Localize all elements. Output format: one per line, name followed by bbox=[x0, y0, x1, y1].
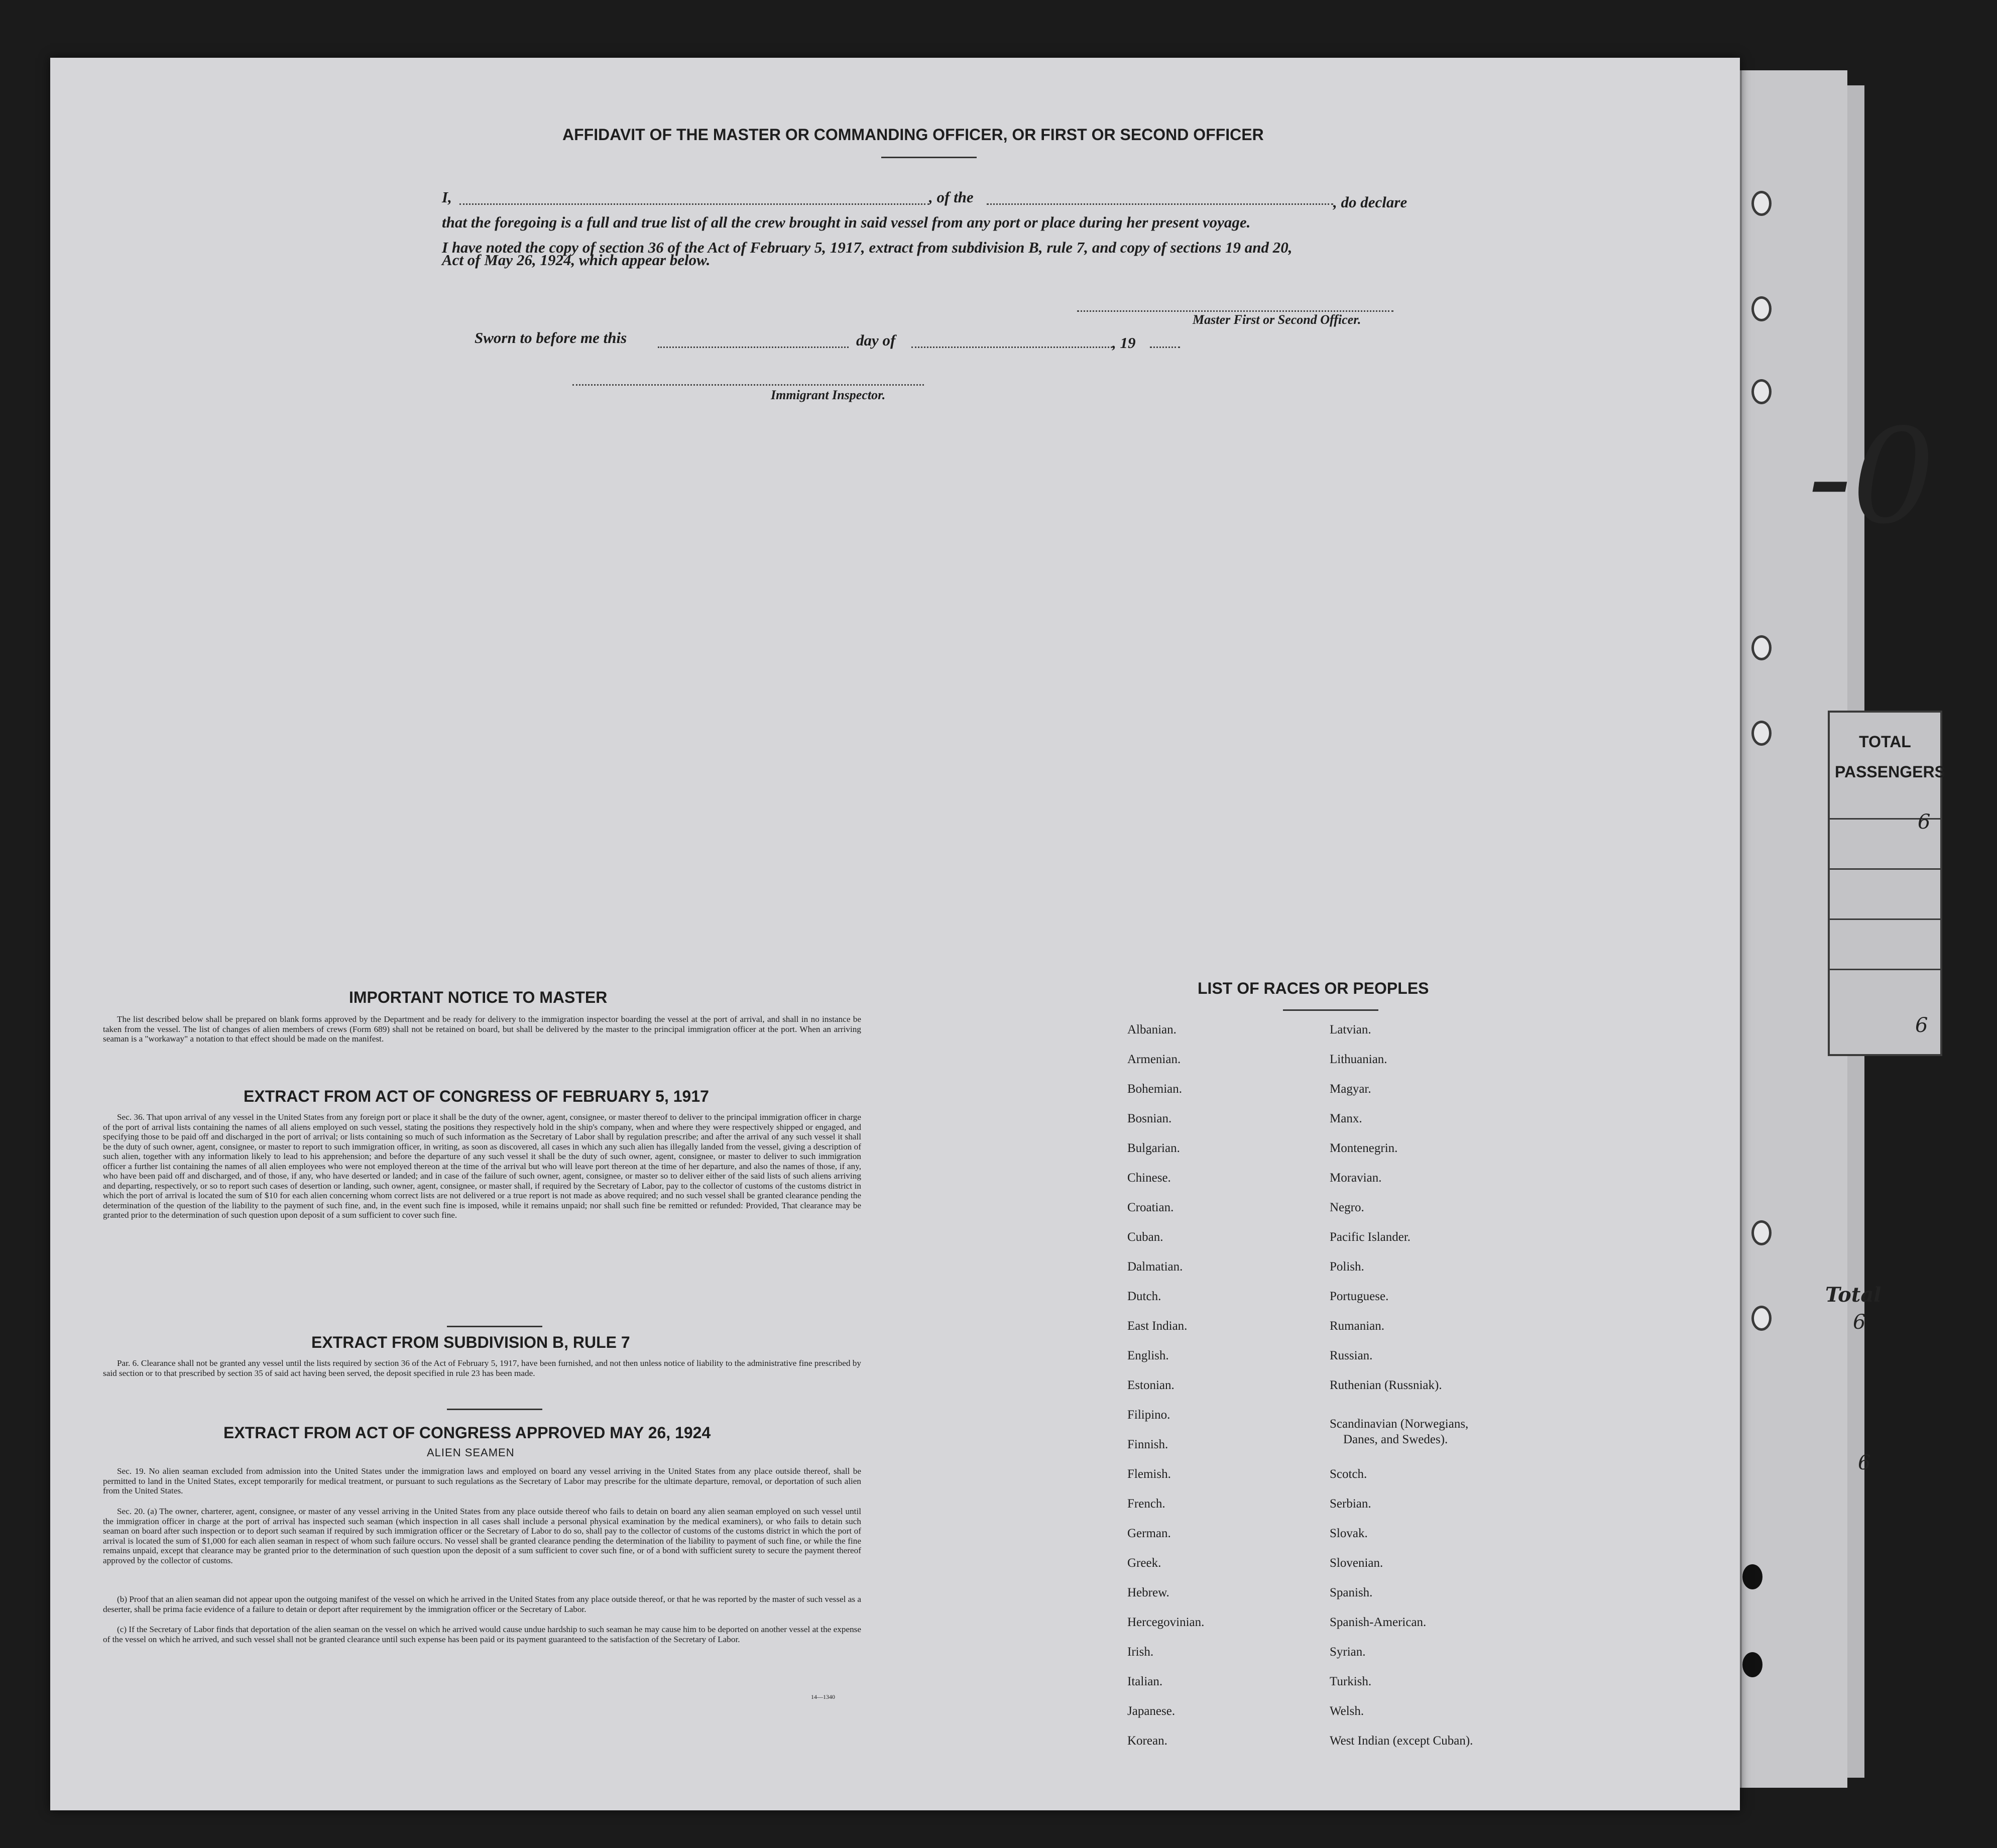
tab-row bbox=[1830, 918, 1940, 970]
race-item: Hercegovinian. bbox=[1127, 1615, 1205, 1629]
race-item: Polish. bbox=[1330, 1260, 1364, 1274]
race-item: Croatian. bbox=[1127, 1201, 1174, 1214]
race-item: West Indian (except Cuban). bbox=[1330, 1734, 1473, 1748]
binder-hole bbox=[1751, 379, 1772, 404]
sec-20c-text: (c) If the Secretary of Labor finds that deportation of the alien seaman on the vessel on which he arrived would cause undue hardship to such seaman he may cause him to be deported on another vessel at the expense of the vessel on which he arrived, and such vessel shall not be granted clearance until such expense has been paid or its payment guaranteed to the satisfaction of the Secretary of Labor. bbox=[103, 1625, 861, 1644]
sworn-year-blank[interactable] bbox=[1150, 346, 1180, 348]
sworn-day-blank[interactable] bbox=[658, 346, 849, 348]
race-item: Turkish. bbox=[1330, 1675, 1372, 1688]
race-item: Armenian. bbox=[1127, 1053, 1181, 1066]
race-item: Dalmatian. bbox=[1127, 1260, 1183, 1274]
binder-hole bbox=[1742, 1652, 1763, 1677]
extract-1924-title: EXTRACT FROM ACT OF CONGRESS APPROVED MAY 26, 1924 bbox=[223, 1424, 711, 1442]
race-item: Flemish. bbox=[1127, 1467, 1171, 1481]
race-item: Rumanian. bbox=[1330, 1319, 1385, 1333]
affidavit-line-3: I have noted the copy of section 36 of the Act of February 5, 1917, extract from subdivision B, rule 7, and copy of sections 19 and 20, bbox=[442, 239, 1293, 256]
sworn-label: Sworn to before me this bbox=[475, 329, 627, 346]
handwritten-total-label: Total bbox=[1825, 1283, 1882, 1307]
race-item: Estonian. bbox=[1127, 1378, 1174, 1392]
extract-1917-title: EXTRACT FROM ACT OF CONGRESS OF FEBRUARY 5, 1917 bbox=[244, 1087, 709, 1105]
race-item: Negro. bbox=[1330, 1201, 1364, 1214]
affidavit-declare-label: , do declare bbox=[1333, 193, 1407, 211]
notice-text: The list described below shall be prepared on blank forms approved by the Department and be ready for delivery to the immigration inspector boarding the vessel at the port of arrival, and shall in no instance be taken from the vessel. The list of changes of alien members of crews (Form 689) shall not be retained on board, but shall be delivered by the master to the principal immigration officer at the port. When an arriving seaman is a "workaway" a notation to that effect should be made on the manifest. bbox=[103, 1014, 861, 1044]
race-item: Irish. bbox=[1127, 1645, 1154, 1659]
race-item: Bulgarian. bbox=[1127, 1141, 1180, 1155]
race-item: Danes, and Swedes). bbox=[1343, 1433, 1448, 1446]
affidavit-of-the-label: , of the bbox=[929, 188, 974, 206]
handwritten-bottom-value: 6 bbox=[1858, 1451, 1871, 1474]
race-item: Spanish-American. bbox=[1330, 1615, 1427, 1629]
race-item: Chinese. bbox=[1127, 1171, 1171, 1185]
race-item: Slovak. bbox=[1330, 1527, 1368, 1540]
tab-row bbox=[1830, 969, 1940, 1054]
race-item: Spanish. bbox=[1330, 1586, 1373, 1599]
sec-20b-text: (b) Proof that an alien seaman did not appear upon the outgoing manifest of the vessel on which he arrived in the United States from any place outside thereof, or that he was reported by the master of such vessel as a deserter, shall be prima facie evidence of a failure to detain or deport after requirement by the immigration officer or the Secretary of Labor. bbox=[103, 1594, 861, 1614]
binder-hole bbox=[1751, 635, 1772, 660]
tab-value-1: 6 bbox=[1918, 811, 1931, 834]
race-item: Albanian. bbox=[1127, 1023, 1177, 1036]
race-item: Moravian. bbox=[1330, 1171, 1382, 1185]
day-of-label: day of bbox=[856, 331, 896, 349]
race-item: French. bbox=[1127, 1497, 1165, 1511]
master-signature-blank[interactable] bbox=[1077, 310, 1393, 312]
tab-row bbox=[1830, 818, 1940, 870]
race-item: Magyar. bbox=[1330, 1082, 1371, 1096]
races-title: LIST OF RACES OR PEOPLES bbox=[1198, 979, 1429, 997]
race-item: Hebrew. bbox=[1127, 1586, 1169, 1599]
affidavit-line-2: that the foregoing is a full and true list of all the crew brought in said vessel from any port or place during her present voyage. bbox=[442, 213, 1251, 231]
extract-1917-text: Sec. 36. That upon arrival of any vessel in the United States from any foreign port or place it shall be the duty of the owner, agent, consignee, or master thereof to deliver to the principal immigration officer in charge of the port of arrival lists containing the names of all aliens employed on such vessel, stating the positions they respectively hold in the ship's company, when and where they were respectively shipped or engaged, and specifying those to be paid off and discharged in the port of arrival; or lists containing so much of such information as the Secretary of Labor shall by regulation prescribe; and after the arrival of any such vessel it shall be the duty of such owner, agent, consignee, or master to report to such immigration officer, in writing, as soon as discovered, all cases in which any such alien has illegally landed from the vessel, giving a description of such alien, together with any information likely to lead to his apprehension; and before the departure of any such vessel it shall be the duty of such owner, agent, consignee, or master to deliver to such immigration officer a further list containing the names of all alien employees who were not employed thereon at the time of the arrival but who will leave port thereon at the time of her departure, and also the names of those, if any, who have been paid off and discharged, and of those, if any, who have deserted or landed; and in case of the failure of such owner, agent, consignee, or master so to deliver either of the said lists of such aliens arriving and departing, respectively, or so to report such cases of desertion or landing, such owner, agent, consignee, or master shall, if required by the Secretary of Labor, pay to the collector of customs of the customs district in which the port of arrival is located the sum of $10 for each alien concerning whom correct lists are not delivered or a true report is not made as above required; and no such vessel shall be granted clearance pending the determination of the question of the liability to the payment of such fine, and, in the event such fine is imposed, while it remains unpaid; nor shall such fine be remitted or refunded: Provided, That clearance may be granted prior to the determination of such question upon deposit of a sum sufficient to cover such fine. bbox=[103, 1112, 861, 1220]
race-item: Ruthenian (Russniak). bbox=[1330, 1378, 1442, 1392]
extract-rule7-title: EXTRACT FROM SUBDIVISION B, RULE 7 bbox=[311, 1333, 630, 1351]
tab-value-2: 6 bbox=[1915, 1014, 1928, 1037]
race-item: Syrian. bbox=[1330, 1645, 1366, 1659]
binder-hole bbox=[1751, 191, 1772, 216]
race-item: English. bbox=[1127, 1349, 1169, 1362]
race-item: Montenegrin. bbox=[1330, 1141, 1398, 1155]
race-item: Filipino. bbox=[1127, 1408, 1170, 1422]
divider bbox=[1283, 1009, 1378, 1011]
race-item: Latvian. bbox=[1330, 1023, 1371, 1036]
binder-hole bbox=[1751, 296, 1772, 321]
affidavit-title: AFFIDAVIT OF THE MASTER OR COMMANDING OFFICER, OR FIRST OR SECOND OFFICER bbox=[562, 126, 1264, 144]
race-item: Cuban. bbox=[1127, 1230, 1163, 1244]
race-item: Welsh. bbox=[1330, 1704, 1364, 1718]
race-item: Scandinavian (Norwegians, bbox=[1330, 1417, 1469, 1431]
race-item: Lithuanian. bbox=[1330, 1053, 1387, 1066]
master-name-blank[interactable] bbox=[459, 203, 929, 205]
race-item: Manx. bbox=[1330, 1112, 1362, 1125]
race-item: Bohemian. bbox=[1127, 1082, 1183, 1096]
race-item: Finnish. bbox=[1127, 1438, 1168, 1451]
race-item: Pacific Islander. bbox=[1330, 1230, 1411, 1244]
race-item: East Indian. bbox=[1127, 1319, 1188, 1333]
tab-row bbox=[1830, 868, 1940, 920]
divider bbox=[447, 1409, 542, 1410]
binder-hole bbox=[1751, 1220, 1772, 1245]
race-item: Italian. bbox=[1127, 1675, 1163, 1688]
binder-hole bbox=[1751, 1306, 1772, 1331]
divider bbox=[447, 1326, 542, 1327]
total-passengers-tab bbox=[1828, 711, 1945, 1056]
race-item: Serbian. bbox=[1330, 1497, 1371, 1511]
binder-hole bbox=[1751, 721, 1772, 746]
master-signature-label: Master First or Second Officer. bbox=[1193, 312, 1361, 327]
year-label: , 19 bbox=[1112, 334, 1136, 352]
form-number: 14—1340 bbox=[811, 1693, 835, 1700]
inspector-label: Immigrant Inspector. bbox=[771, 388, 886, 402]
binder-hole bbox=[1742, 1564, 1763, 1589]
notice-title: IMPORTANT NOTICE TO MASTER bbox=[349, 988, 608, 1006]
race-item: Portuguese. bbox=[1330, 1290, 1389, 1303]
race-item: Scotch. bbox=[1330, 1467, 1367, 1481]
inspector-signature-blank[interactable] bbox=[572, 384, 924, 386]
tab-header-passengers: PASSENGERS bbox=[1835, 763, 1945, 781]
race-item: Greek. bbox=[1127, 1556, 1161, 1570]
vessel-name-blank[interactable] bbox=[987, 203, 1333, 205]
sec-19-text: Sec. 19. No alien seaman excluded from admission into the United States under the immigration laws and employed on board any vessel arriving in the United States from any place outside thereof, shall be permitted to land in the United States, except temporarily for medical treatment, or pursuant to such regulations as the Secretary of Labor may prescribe for the ultimate departure, removal, or deportation of such alien from the United States. bbox=[103, 1466, 861, 1495]
handwritten-total-value: 6 bbox=[1853, 1311, 1866, 1334]
alien-seamen-subtitle: ALIEN SEAMEN bbox=[427, 1446, 515, 1459]
race-item: German. bbox=[1127, 1527, 1171, 1540]
divider bbox=[881, 157, 977, 158]
affidavit-line-4: Act of May 26, 1924, which appear below. bbox=[442, 251, 711, 269]
race-item: Korean. bbox=[1127, 1734, 1167, 1748]
extract-rule7-text: Par. 6. Clearance shall not be granted any vessel until the lists required by section 36 of the Act of February 5, 1917, have been furnished, and not then unless notice of liability to the administrative fine prescribed by said section or to that prescribed by section 35 of said act having been served, the deposit specified in rule 23 has been made. bbox=[103, 1358, 861, 1378]
race-item: Slovenian. bbox=[1330, 1556, 1383, 1570]
race-item: Japanese. bbox=[1127, 1704, 1176, 1718]
race-item: Russian. bbox=[1330, 1349, 1373, 1362]
tab-header-total: TOTAL bbox=[1859, 733, 1911, 751]
sec-20a-text: Sec. 20. (a) The owner, charterer, agent, consignee, or master of any vessel arriving in the United States from any place outside thereof who fails to detain on board any alien seaman employed on such vessel until the immigration officer in charge at the port of arrival has inspected such seaman (which inspection in all cases shall include a personal physical examination by the medical examiners), or who fails to detain such seaman on board after such inspection or to deport such seaman if required by such immigration officer or the Secretary of Labor to do so, shall pay to the collector of customs of the customs district in which the port of arrival is located the sum of $1,000 for each alien seaman in respect of whom such failure occurs. No vessel shall be granted clearance pending the determination of the liability to payment of such fine, or while the fine remains unpaid, except that clearance may be granted prior to the determination of such question upon the deposit of a sum sufficient to cover such fine, or of a bond with sufficient surety to secure the payment thereof approved by the collector of customs. bbox=[103, 1507, 861, 1565]
race-item: Bosnian. bbox=[1127, 1112, 1172, 1125]
race-item: Dutch. bbox=[1127, 1290, 1161, 1303]
sworn-month-blank[interactable] bbox=[911, 346, 1112, 348]
affidavit-i-label: I, bbox=[442, 188, 452, 206]
handwritten-mark: -0 bbox=[1808, 401, 1935, 553]
